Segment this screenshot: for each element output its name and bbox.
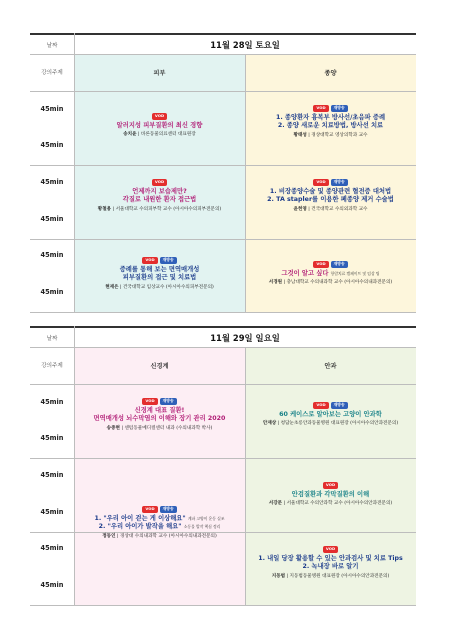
session-title: 2. TA stapler를 이용한 폐종양 제거 수술법 xyxy=(267,196,394,204)
session-title: 1. 종양환자 흉복부 방사선/초음파 증례 xyxy=(275,113,386,121)
session-title: 60 케이스로 알아보는 고양이 안과학 xyxy=(279,410,382,418)
vod-badge: VOD xyxy=(142,257,157,264)
speaker-affiliation: 센텀동물메디컬센터 내과 (수의내과학 박사) xyxy=(124,425,213,431)
session-title: 각질로 내원한 환자 접근법 xyxy=(122,196,197,204)
time-slot: 45min xyxy=(40,251,64,259)
session-title: 1. 비장종양수술 및 종양관련 혈전증 대처법 xyxy=(269,187,392,195)
day2-schedule xyxy=(30,326,416,606)
session-title: 신경계 대표 질환! xyxy=(134,406,185,414)
time-slot: 45min xyxy=(40,434,64,442)
speaker-affiliation: 서울대학교 수의안과학 교수 (아시아수의안과전문의) xyxy=(286,501,393,507)
vod-badge: VOD xyxy=(152,113,167,120)
vod-badge: VOD xyxy=(323,482,338,489)
speaker-name: 서강문 xyxy=(268,501,283,507)
session-title: 피부질환의 접근 및 치료법 xyxy=(122,274,197,282)
speaker-name: 안재상 xyxy=(262,421,277,427)
speaker-affiliation: 경상대학교 영상의학과 교수 xyxy=(311,132,368,138)
session-note: 소동물 발작 핵심 정리 xyxy=(183,524,221,530)
session-title: 1. 내일 당장 활용할 수 있는 안과검사 및 치료 Tips xyxy=(258,554,403,562)
session-eye-3: VOD 1. 내일 당장 활용할 수 있는 안과검사 및 치료 Tips 2. 녹내장 바로 알기 지동범 | 지동범동물병원 대표원장 (아시아수의안과전문의) xyxy=(245,546,416,580)
speaker-name: 황철용 xyxy=(97,206,112,212)
session-skin-1: VOD 알러지성 피부질환의 최신 경향 송치윤 | 바른동물의료센터 대표원장 xyxy=(74,113,245,138)
speaker-name: 송중현 xyxy=(106,425,120,431)
speaker-name: 황태성 xyxy=(293,132,307,138)
session-note: 계파 고양이 운동 실조 xyxy=(187,515,225,521)
col-title-neuro: 신경계 xyxy=(150,363,169,370)
time-slot: 45min xyxy=(40,105,64,113)
session-title: 2. 종양 새로운 치료방법, 방사선 치료 xyxy=(277,122,384,130)
session-title: 알러지성 피부질환의 최신 경향 xyxy=(116,121,203,129)
speaker-affiliation: 충남대학교 수의내과학 교수 (아시아수의내과전문의) xyxy=(286,280,393,286)
day1-date: 11월 28일 토요일 xyxy=(210,40,280,50)
session-title: 면역매개성 뇌수막염의 이해와 장기 관리 2020 xyxy=(93,415,226,423)
session-neuro-1: VOD 재방송 신경계 대표 질환! 면역매개성 뇌수막염의 이해와 장기 관리 2020 송중현 | 센텀동물메디컬센터 내과 (수의내과학 박사) xyxy=(74,398,245,432)
rerun-badge: 재방송 xyxy=(160,398,177,405)
speaker-affiliation: 건국대학교 임상교수 (아시아수의피부전문의) xyxy=(122,284,214,290)
speaker-affiliation: 건국대학교 수의외과학 교수 xyxy=(311,206,368,212)
vod-badge: VOD xyxy=(313,402,328,409)
session-skin-2: VOD 언제까지 보습제만? 각질로 내원한 환자 접근법 황철용 | 서울대학교 수의피부학 교수 (아시아수의피부전문의) xyxy=(74,179,245,213)
time-slot: 45min xyxy=(40,141,64,149)
vod-badge: VOD xyxy=(152,179,167,186)
topic-label: 강의주제 xyxy=(41,70,63,76)
vod-badge: VOD xyxy=(323,546,338,553)
session-skin-3: VOD 재방송 증례를 통해 보는 면역매개성 피부질환의 접근 및 치료법 현재은 | 건국대학교 임상교수 (아시아수의피부전문의) xyxy=(74,257,245,291)
vod-badge: VOD xyxy=(313,179,328,186)
time-slot: 45min xyxy=(40,544,64,552)
col-title-tumor: 종양 xyxy=(324,70,337,77)
speaker-name: 현재은 xyxy=(105,284,119,290)
speaker-name: 송치윤 xyxy=(123,132,137,138)
session-title: 2. 녹내장 바로 알기 xyxy=(302,563,359,571)
time-slot: 45min xyxy=(40,471,64,479)
topic-label: 강의주제 xyxy=(41,363,63,369)
rerun-badge: 재방송 xyxy=(331,105,348,112)
session-title: 증례를 통해 보는 면역매개성 xyxy=(119,265,200,273)
vod-badge: VOD xyxy=(142,398,157,405)
time-slot: 45min xyxy=(40,398,64,406)
session-note: 항암치료 캠페이트 및 임상 팁 xyxy=(330,270,380,276)
speaker-affiliation: 서울대학교 수의피부학 교수 (아시아수의피부전문의) xyxy=(115,206,222,212)
date-label: 날짜 xyxy=(46,336,58,342)
vod-badge: VOD xyxy=(142,506,157,513)
col-title-skin: 피부 xyxy=(153,70,166,77)
session-tumor-3: VOD 재방송 그것이 알고 싶다 항암치료 캠페이트 및 임상 팁 서경원 | 충남대학교 수의내과학 교수 (아시아수의내과전문의) xyxy=(245,261,416,286)
session-title: 언제까지 보습제만? xyxy=(132,187,187,195)
speaker-affiliation: 청담눈초롱안과동물병원 대표원장 (아시아수의안과전문의) xyxy=(280,421,399,427)
rerun-badge: 재방송 xyxy=(160,506,177,513)
speaker-name: 윤헌영 xyxy=(293,206,307,212)
day1-schedule xyxy=(30,33,416,313)
time-slot: 45min xyxy=(40,178,64,186)
rerun-badge: 재방송 xyxy=(331,261,348,268)
session-neuro-2: VOD 재방송 1. "우리 아이 걷는 게 이상해요" 계파 고양이 운동 실조 2. "우리 아이가 발작을 해요" 소동물 발작 핵심 정리 정동인 | 경상대 수의내과학 교수 (아시아수의내과전문의) xyxy=(74,506,245,540)
vod-badge: VOD xyxy=(313,105,328,112)
speaker-name: 정동인 xyxy=(102,533,116,539)
session-eye-2: VOD 안검질환과 각막질환의 이해 서강문 | 서울대학교 수의안과학 교수 (아시아수의안과전문의) xyxy=(245,482,416,507)
session-title: 1. "우리 아이 걷는 게 이상해요" 계파 고양이 운동 실조 xyxy=(94,514,225,522)
time-slot: 45min xyxy=(40,581,64,589)
time-slot: 45min xyxy=(40,215,64,223)
rerun-badge: 재방송 xyxy=(160,257,177,264)
date-label: 날짜 xyxy=(46,43,58,49)
vod-badge: VOD xyxy=(313,261,328,268)
speaker-affiliation: 바른동물의료센터 대표원장 xyxy=(141,132,196,138)
speaker-name: 서경원 xyxy=(268,280,283,286)
time-slot: 45min xyxy=(40,508,64,516)
speaker-name: 지동범 xyxy=(271,573,286,579)
rerun-badge: 재방송 xyxy=(331,179,348,186)
session-tumor-1: VOD 재방송 1. 종양환자 흉복부 방사선/초음파 증례 2. 종양 새로운 치료방법, 방사선 치료 황태성 | 경상대학교 영상의학과 교수 xyxy=(245,105,416,139)
session-tumor-2: VOD 재방송 1. 비장종양수술 및 종양관련 혈전증 대처법 2. TA stapler를 이용한 폐종양 제거 수술법 윤헌영 | 건국대학교 수의외과학 교수 xyxy=(245,179,416,213)
col-title-eye: 안과 xyxy=(324,363,337,370)
session-title: 2. "우리 아이가 발작을 해요" 소동물 발작 핵심 정리 xyxy=(98,523,221,531)
session-title: 그것이 알고 싶다 항암치료 캠페이트 및 임상 팁 xyxy=(281,269,380,277)
rerun-badge: 재방송 xyxy=(331,402,348,409)
speaker-affiliation: 지동범동물병원 대표원장 (아시아수의안과전문의) xyxy=(289,573,390,579)
speaker-affiliation: 경상대 수의내과학 교수 (아시아수의내과전문의) xyxy=(120,533,217,539)
session-title: 안검질환과 각막질환의 이해 xyxy=(291,490,370,498)
session-eye-1: VOD 재방송 60 케이스로 알아보는 고양이 안과학 안재상 | 청담눈초롱안과동물병원 대표원장 (아시아수의안과전문의) xyxy=(245,402,416,427)
day2-date: 11월 29일 일요일 xyxy=(210,333,280,343)
time-slot: 45min xyxy=(40,288,64,296)
